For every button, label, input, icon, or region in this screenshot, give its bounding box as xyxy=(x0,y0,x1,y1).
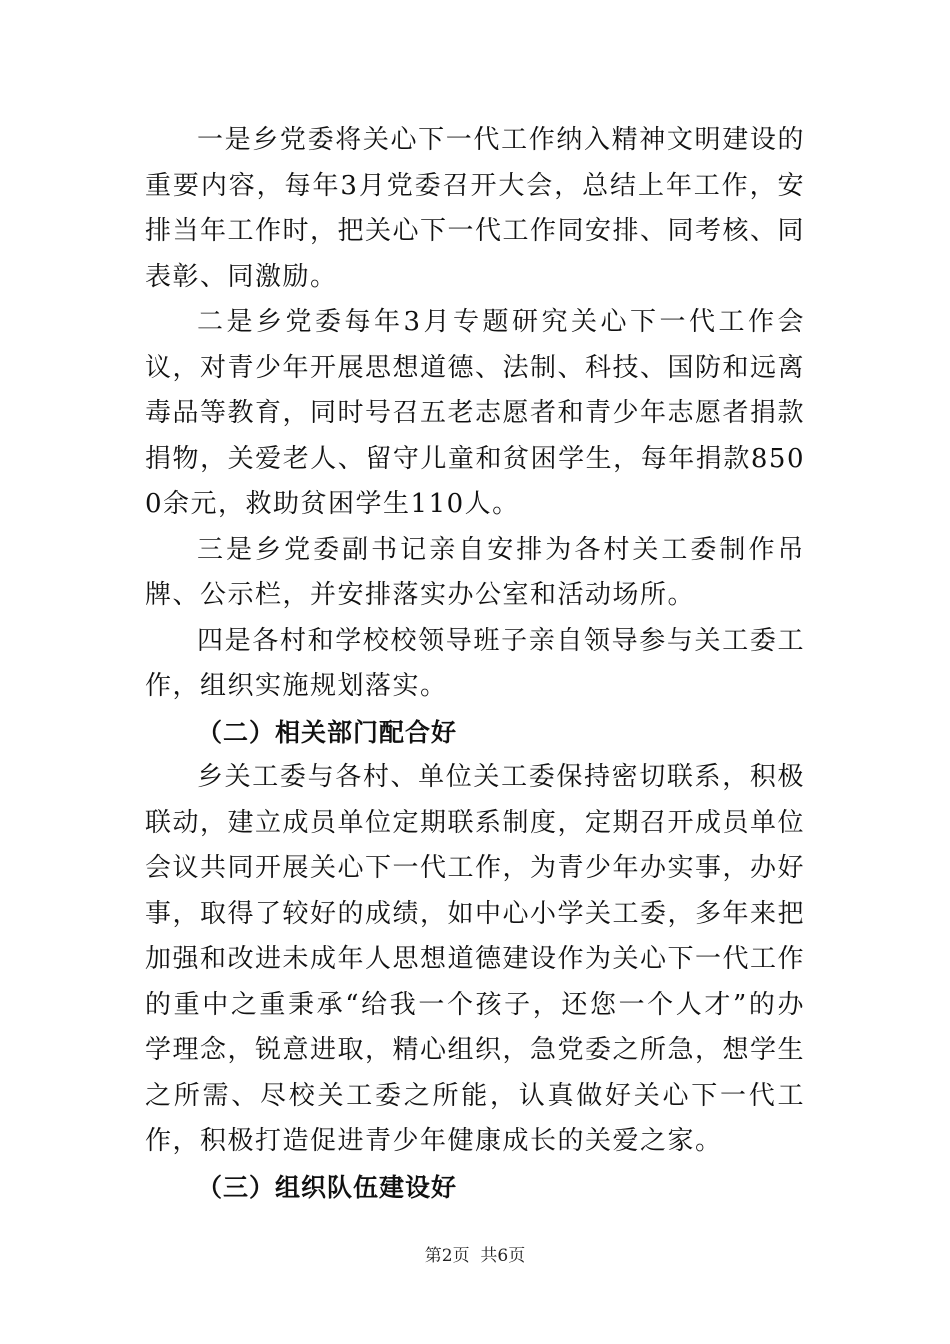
paragraph-1: 一是乡党委将关心下一代工作纳入精神文明建设的重要内容，每年3月党委召开大会，总结上年工作，安排当年工作时，把关心下一代工作同安排、同考核、同表彰、同激励。 xyxy=(145,125,806,292)
section-heading-2: （二）相关部门配合好 xyxy=(197,717,458,747)
paragraph-2: 二是乡党委每年3月专题研究关心下一代工作会议，对青少年开展思想道德、法制、科技、国防和远离毒品等教育，同时号召五老志愿者和青少年志愿者捐款捐物，关爱老人、留守儿童和贫困学生，每年捐款8500余元，救助贫困学生110人。 xyxy=(145,307,806,519)
paragraph-4: 四是各村和学校校领导班子亲自领导参与关工委工作，组织实施规划落实。 xyxy=(145,625,805,701)
document-body xyxy=(145,118,805,1210)
paragraph-3: 三是乡党委副书记亲自安排为各村关工委制作吊牌、公示栏，并安排落实办公室和活动场所。 xyxy=(145,534,805,610)
section-heading-3: （三）组织队伍建设好 xyxy=(197,1172,458,1202)
page-footer: 第2页 共6页 xyxy=(424,1246,526,1266)
section-2-body: 乡关工委与各村、单位关工委保持密切联系，积极联动，建立成员单位定期联系制度，定期召开成员单位会议共同开展关心下一代工作，为青少年办实事，办好事，取得了较好的成绩，如中心小学关工委，多年来把加强和改进未成年人思想道德建设作为关心下一代工作的重中之重秉承“给我一个孩子，还您一个人才”的办学理念，锐意进取，精心组织，急党委之所急，想学生之所需、尽校关工委之所能，认真做好关心下一代工作，积极打造促进青少年健康成长的关爱之家。 xyxy=(145,762,806,1156)
